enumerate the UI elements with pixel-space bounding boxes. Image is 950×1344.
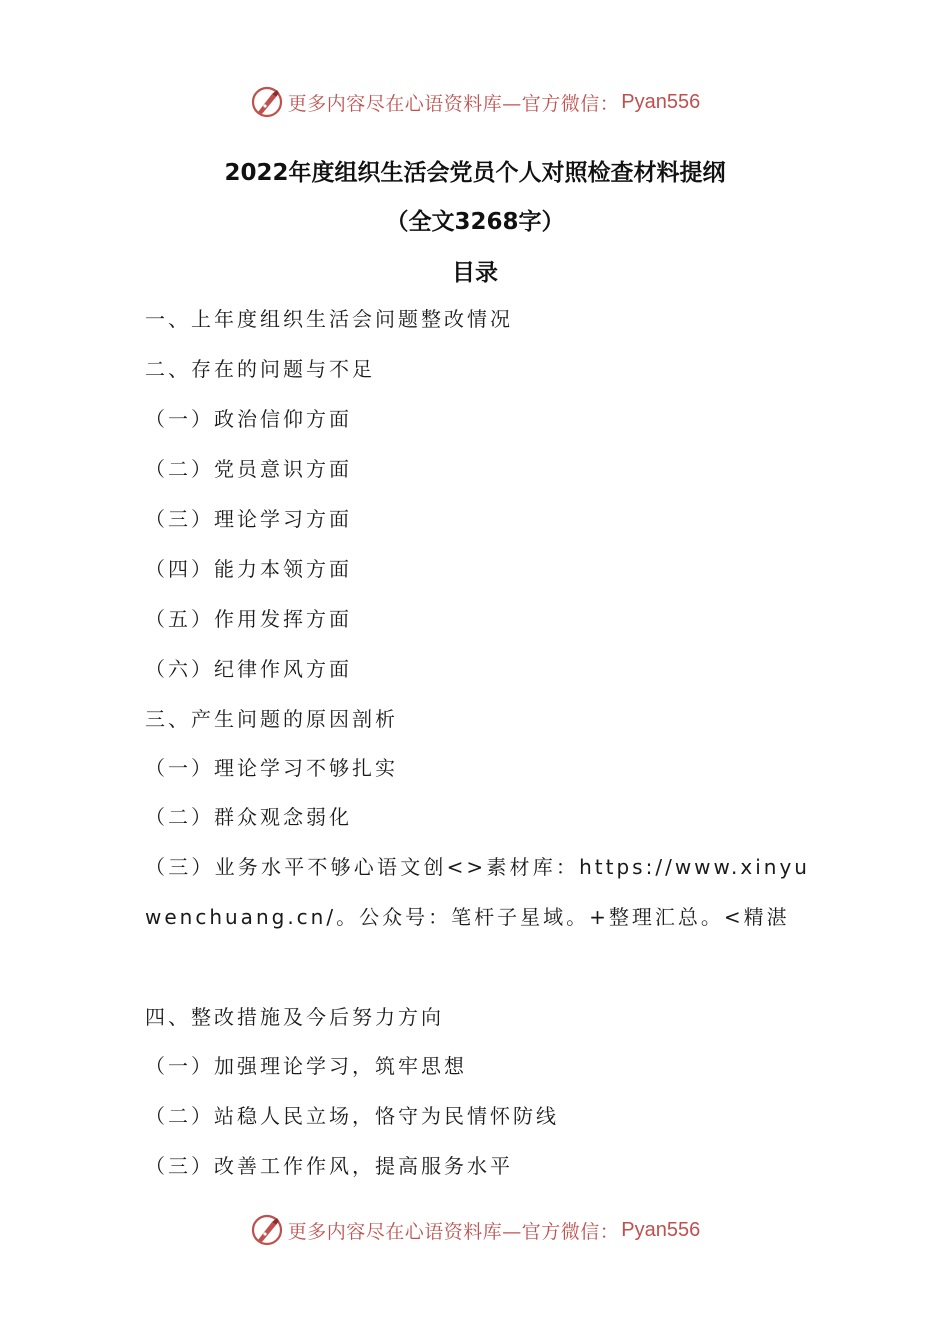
toc-item: （四）能力本领方面: [145, 557, 352, 581]
pen-nib-logo-icon: [250, 1213, 284, 1247]
toc-item: （三）业务水平不够心语文创<>素材库：https://www.xinyuwenchuang.cn/。公众号：笔杆子星域。+整理汇总。<精湛: [145, 855, 810, 929]
toc-item: （六）纪律作风方面: [145, 657, 352, 681]
toc-item: （二）站稳人民立场，恪守为民情怀防线: [145, 1104, 559, 1128]
toc-item: （一）理论学习不够扎实: [145, 756, 398, 780]
footer-banner: [0, 1210, 950, 1250]
document-subtitle: （全文3268字）: [385, 209, 565, 235]
banner-text: 更多内容尽在心语资料库—官方微信：: [287, 1220, 620, 1243]
document-title: 2022年度组织生活会党员个人对照检查材料提纲: [224, 160, 726, 186]
toc-item: （一）政治信仰方面: [145, 407, 352, 431]
toc-item: （二）群众观念弱化: [145, 805, 352, 829]
toc-item: （一）加强理论学习，筑牢思想: [145, 1054, 467, 1078]
toc-item: （三）理论学习方面: [145, 507, 352, 531]
toc-item: 一、上年度组织生活会问题整改情况: [145, 307, 513, 331]
toc-item: 二、存在的问题与不足: [145, 357, 375, 381]
toc-item: 四、整改措施及今后努力方向: [145, 1005, 444, 1029]
banner-wechat-id: Pyan556: [621, 1218, 701, 1241]
banner-wechat-id: Pyan556: [621, 90, 701, 113]
toc-item: （五）作用发挥方面: [145, 607, 352, 631]
toc-item: 三、产生问题的原因剖析: [145, 707, 398, 731]
header-banner: [0, 82, 950, 122]
toc-heading: 目录: [452, 260, 498, 286]
pen-nib-logo-icon: [250, 85, 284, 119]
banner-text: 更多内容尽在心语资料库—官方微信：: [287, 92, 620, 115]
toc-item: （二）党员意识方面: [145, 457, 352, 481]
toc-item: （三）改善工作作风，提高服务水平: [145, 1154, 513, 1178]
